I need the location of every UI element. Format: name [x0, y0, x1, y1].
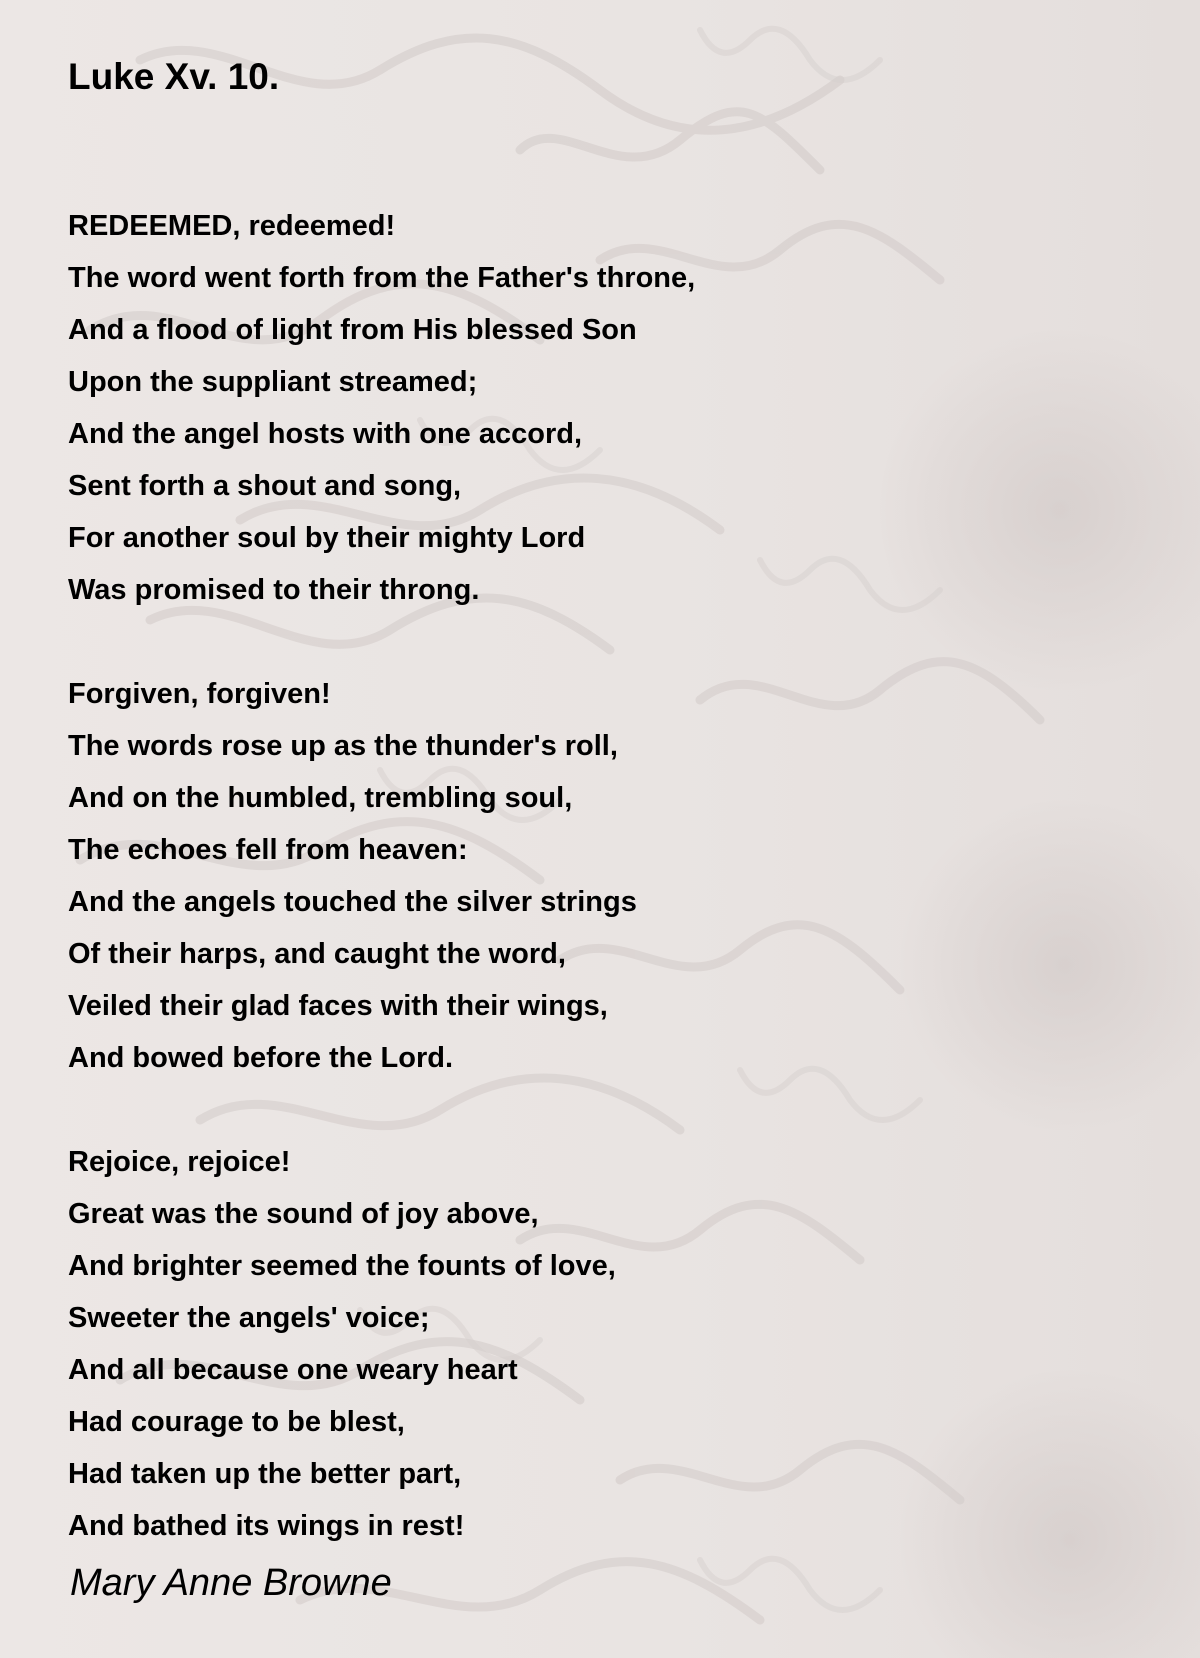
poem-line: And on the humbled, trembling soul, — [68, 782, 573, 814]
poem-line: And bathed its wings in rest! — [68, 1510, 465, 1542]
poem-line: The words rose up as the thunder's roll, — [68, 730, 618, 762]
poem-line: Sweeter the angels' voice; — [68, 1302, 430, 1334]
poem-line: Forgiven, forgiven! — [68, 678, 331, 710]
poem-line: And the angel hosts with one accord, — [68, 418, 582, 450]
poem-title: Luke Xv. 10. — [68, 56, 280, 97]
stanza-1 — [68, 200, 1148, 616]
poem-author: Mary Anne Browne — [70, 1562, 392, 1604]
stanza-2 — [68, 668, 1148, 1084]
poem-line: And a flood of light from His blessed Son — [68, 314, 637, 346]
poem-line: Great was the sound of joy above, — [68, 1198, 539, 1230]
poem-line: Rejoice, rejoice! — [68, 1146, 291, 1178]
poem-line: Had taken up the better part, — [68, 1458, 462, 1490]
poem-line: And all because one weary heart — [68, 1354, 518, 1386]
poem-line: And bowed before the Lord. — [68, 1042, 454, 1074]
stanza-3 — [68, 1136, 1148, 1552]
poem-line: And the angels touched the silver strings — [68, 886, 637, 918]
poem-line: Veiled their glad faces with their wings, — [68, 990, 608, 1022]
poem-line: Sent forth a shout and song, — [68, 470, 462, 502]
poem-line: Had courage to be blest, — [68, 1406, 405, 1438]
poem-line: Upon the suppliant streamed; — [68, 366, 478, 398]
poem-line: And brighter seemed the founts of love, — [68, 1250, 616, 1282]
poem-body — [68, 200, 1148, 1552]
poem-line: Of their harps, and caught the word, — [68, 938, 566, 970]
poem-line: REDEEMED, redeemed! — [68, 210, 396, 242]
poem-line: The word went forth from the Father's throne, — [68, 262, 696, 294]
poem-line: For another soul by their mighty Lord — [68, 522, 586, 554]
poem-line: The echoes fell from heaven: — [68, 834, 468, 866]
poem-line: Was promised to their throng. — [68, 574, 480, 606]
poem-content — [68, 52, 1148, 1604]
